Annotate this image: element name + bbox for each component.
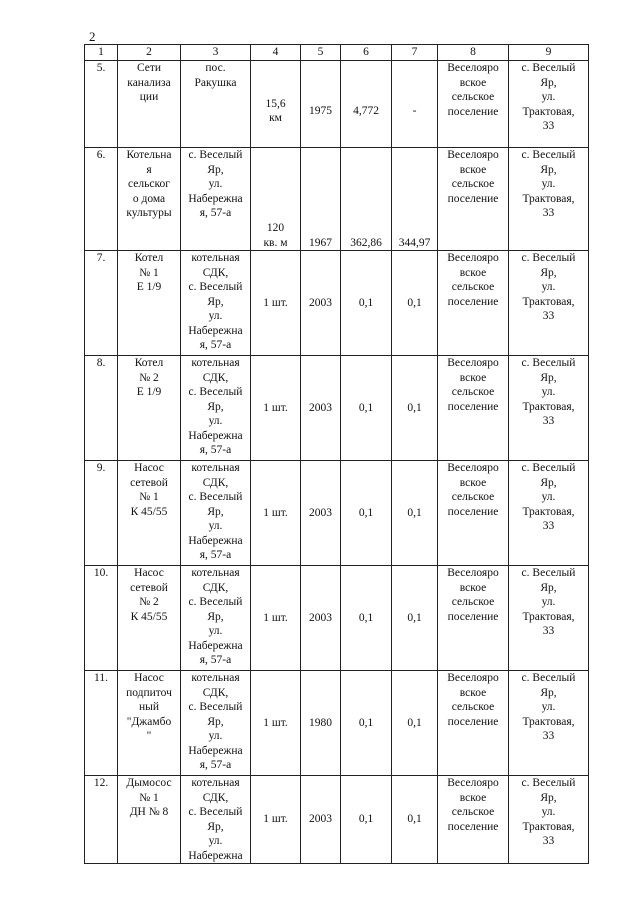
year-cell	[301, 148, 341, 251]
year-cell	[301, 461, 341, 566]
cell-text: 6.	[96, 149, 106, 161]
owner-cell	[438, 776, 509, 864]
year-cell	[301, 251, 341, 356]
cell-text: Веселояро вское сельское поселение	[447, 567, 499, 623]
item-name-cell	[118, 671, 181, 776]
cell-text: 10.	[93, 567, 109, 579]
cell-text: -	[412, 104, 417, 117]
cell-text: 2003	[309, 506, 332, 519]
cell-text: 4,772	[353, 104, 379, 117]
value-cell	[341, 776, 392, 864]
table-row	[85, 776, 589, 864]
item-name-cell	[118, 461, 181, 566]
cell-text: 362,86	[350, 236, 382, 249]
cell-text: Котел № 1 Е 1/9	[134, 252, 164, 293]
location-cell	[181, 566, 251, 671]
cell-text: 8.	[96, 357, 106, 369]
cell-text: 0,1	[358, 401, 374, 414]
address-cell	[509, 61, 589, 148]
row-number-cell	[85, 461, 118, 566]
header-cell: 8	[438, 45, 509, 61]
property-registry-table	[84, 44, 589, 864]
quantity-cell	[251, 61, 301, 148]
value-cell	[392, 461, 438, 566]
cell-text: 1980	[309, 716, 332, 729]
item-name-cell	[118, 61, 181, 148]
cell-text: Дымосос № 1 ДН № 8	[126, 777, 172, 818]
location-cell	[181, 776, 251, 864]
header-cell: 2	[118, 45, 181, 61]
owner-cell	[438, 61, 509, 148]
cell-text: 344,97	[398, 236, 431, 249]
owner-cell	[438, 251, 509, 356]
address-cell	[509, 251, 589, 356]
cell-text: 0,1	[358, 296, 374, 309]
value-cell	[392, 61, 438, 148]
year-cell	[301, 671, 341, 776]
table-row	[85, 566, 589, 671]
cell-text: 15,6 км	[265, 97, 286, 124]
cell-text: с. Веселый Яр, ул. Трактовая, 33	[521, 149, 576, 219]
item-name-cell	[118, 148, 181, 251]
value-cell	[341, 251, 392, 356]
cell-text: пос. Ракушка	[194, 62, 237, 89]
value-cell	[392, 148, 438, 251]
row-number-cell	[85, 566, 118, 671]
cell-text: Веселояро вское сельское поселение	[447, 62, 499, 118]
cell-text: 0,1	[358, 813, 374, 826]
year-cell	[301, 356, 341, 461]
value-cell	[392, 356, 438, 461]
cell-text: 2003	[309, 401, 332, 414]
page-number: 2	[89, 29, 96, 44]
cell-text: 12.	[93, 777, 109, 789]
cell-text: 0,1	[358, 611, 374, 624]
cell-text: с. Веселый Яр, ул. Трактовая, 33	[521, 252, 576, 322]
cell-text: 2003	[309, 296, 332, 309]
cell-text: 1 шт.	[263, 296, 288, 309]
location-cell	[181, 61, 251, 148]
item-name-cell	[118, 776, 181, 864]
cell-text: Насос подпиточ ный "Джамбо "	[126, 672, 172, 742]
row-number-cell	[85, 148, 118, 251]
item-name-cell	[118, 566, 181, 671]
cell-text: 0,1	[407, 611, 422, 624]
cell-text: с. Веселый Яр, ул. Трактовая, 33	[521, 777, 576, 847]
cell-text: 120 кв. м	[263, 222, 288, 249]
quantity-cell	[251, 671, 301, 776]
cell-text: 1 шт.	[263, 813, 288, 826]
cell-text: котельная СДК, с. Веселый Яр, ул. Набережна я, 57-а	[188, 672, 243, 771]
cell-text: 5.	[96, 62, 106, 74]
row-number-cell	[85, 671, 118, 776]
cell-text: Котельна я сельског о дома культуры	[126, 149, 172, 219]
location-cell	[181, 671, 251, 776]
location-cell	[181, 251, 251, 356]
header-cell: 7	[392, 45, 438, 61]
cell-text: с. Веселый Яр, ул. Набережна я, 57-а	[188, 149, 243, 219]
cell-text: с. Веселый Яр, ул. Трактовая, 33	[521, 462, 576, 532]
quantity-cell	[251, 461, 301, 566]
cell-text: 2003	[309, 611, 332, 624]
cell-text: Котел № 2 Е 1/9	[134, 357, 164, 398]
value-cell	[392, 776, 438, 864]
cell-text: 0,1	[358, 716, 374, 729]
address-cell	[509, 566, 589, 671]
table-row	[85, 671, 589, 776]
owner-cell	[438, 356, 509, 461]
header-cell: 3	[181, 45, 251, 61]
value-cell	[392, 251, 438, 356]
cell-text: с. Веселый Яр, ул. Трактовая, 33	[521, 672, 576, 742]
table-row	[85, 148, 589, 251]
cell-text: котельная СДК, с. Веселый Яр, ул. Набережна я, 57-а	[188, 567, 243, 666]
table-row	[85, 251, 589, 356]
cell-text: Веселояро вское сельское поселение	[447, 252, 499, 308]
address-cell	[509, 671, 589, 776]
cell-text: 1 шт.	[263, 506, 288, 519]
header-cell: 4	[251, 45, 301, 61]
quantity-cell	[251, 148, 301, 251]
cell-text: 1 шт.	[263, 611, 288, 624]
table-row	[85, 461, 589, 566]
cell-text: 11.	[94, 672, 108, 684]
cell-text: Насос сетевой № 2 К 45/55	[130, 567, 168, 623]
cell-text: котельная СДК, с. Веселый Яр, ул. Набережна я, 57-а	[188, 462, 243, 561]
header-cell: 1	[85, 45, 118, 61]
row-number-cell	[85, 776, 118, 864]
cell-text: 2003	[309, 813, 332, 826]
row-number-cell	[85, 61, 118, 148]
year-cell	[301, 61, 341, 148]
item-name-cell	[118, 356, 181, 461]
cell-text: 9.	[96, 462, 106, 474]
table-row	[85, 61, 589, 148]
address-cell	[509, 776, 589, 864]
cell-text: Насос сетевой № 1 К 45/55	[130, 462, 168, 518]
cell-text: с. Веселый Яр, ул. Трактовая, 33	[521, 567, 576, 637]
value-cell	[341, 148, 392, 251]
cell-text: котельная СДК, с. Веселый Яр, ул. Набережна я, 57-а	[188, 357, 243, 456]
cell-text: Веселояро вское сельское поселение	[447, 149, 499, 205]
owner-cell	[438, 461, 509, 566]
row-number-cell	[85, 356, 118, 461]
value-cell	[341, 566, 392, 671]
cell-text: котельная СДК, с. Веселый Яр, ул. Набережна	[188, 777, 243, 862]
header-cell: 9	[509, 45, 589, 61]
header-cell: 6	[341, 45, 392, 61]
row-number-cell	[85, 251, 118, 356]
value-cell	[341, 61, 392, 148]
cell-text: 0,1	[407, 813, 422, 826]
cell-text: 0,1	[407, 506, 422, 519]
cell-text: котельная СДК, с. Веселый Яр, ул. Набережна я, 57-а	[188, 252, 243, 351]
cell-text: Веселояро вское сельское поселение	[447, 357, 499, 413]
value-cell	[392, 566, 438, 671]
year-cell	[301, 776, 341, 864]
value-cell	[341, 356, 392, 461]
cell-text: 0,1	[358, 506, 374, 519]
year-cell	[301, 566, 341, 671]
owner-cell	[438, 566, 509, 671]
cell-text: Веселояро вское сельское поселение	[447, 777, 499, 833]
location-cell	[181, 356, 251, 461]
quantity-cell	[251, 356, 301, 461]
address-cell	[509, 148, 589, 251]
cell-text: 0,1	[407, 401, 422, 414]
quantity-cell	[251, 566, 301, 671]
table-row	[85, 356, 589, 461]
cell-text: с. Веселый Яр, ул. Трактовая, 33	[521, 62, 576, 132]
cell-text: 0,1	[407, 716, 422, 729]
cell-text: 1975	[309, 104, 332, 117]
value-cell	[341, 461, 392, 566]
cell-text: 1 шт.	[263, 716, 288, 729]
item-name-cell	[118, 251, 181, 356]
owner-cell	[438, 671, 509, 776]
cell-text: 0,1	[407, 296, 422, 309]
quantity-cell	[251, 251, 301, 356]
cell-text: Веселояро вское сельское поселение	[447, 672, 499, 728]
value-cell	[392, 671, 438, 776]
address-cell	[509, 356, 589, 461]
value-cell	[341, 671, 392, 776]
owner-cell	[438, 148, 509, 251]
cell-text: с. Веселый Яр, ул. Трактовая, 33	[521, 357, 576, 427]
location-cell	[181, 148, 251, 251]
cell-text: 1 шт.	[263, 401, 288, 414]
cell-text: 7.	[96, 252, 106, 264]
header-row	[85, 45, 589, 61]
location-cell	[181, 461, 251, 566]
quantity-cell	[251, 776, 301, 864]
cell-text: Веселояро вское сельское поселение	[447, 462, 499, 518]
address-cell	[509, 461, 589, 566]
header-cell: 5	[301, 45, 341, 61]
cell-text: Сети канализа ции	[127, 62, 171, 103]
cell-text: 1967	[309, 236, 332, 249]
